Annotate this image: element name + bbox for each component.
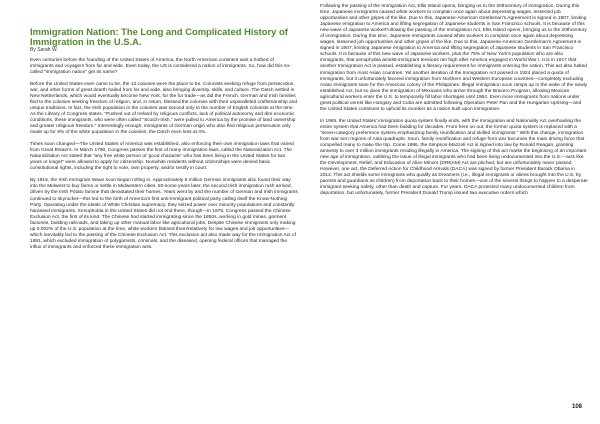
body-paragraph: Times soon changed—The United States of America was established, also enforcing their own immigration laws that varied from Great Britain's. In March 1790, Congress passes the first of many immigration laws, called the Naturalization Act. The Naturalization Act stated that "any free white person of 'good character' who has been living in the United States for two years or longer" were allowed to apply for citizenship. Nonwhite residents without citizenships were denied basic constitutional rights, including the right to vote, own property, and/or testify in court. bbox=[30, 142, 294, 172]
body-paragraph: Before the United States even came to be, the 13 colonies were the place to be. Colonists seeking refuge from persecution, war, and other forms of great dearth hailed from far and wide, also bringing diversity, skills, and culture. The Dutch settled in New Netherlands, which would eventually become New York, for the fur trade—as did the French. German and Irish families fled to the colonies seeking freedom of religion, and, in return, blessed the colonies with their unparalleled craftsmanship and unique traditions. In fact, the Irish population in the colonies was second only to the number of English colonists at the time. As the Library of Congress states, "Pushed out of Ireland by religious conflicts, lack of political autonomy and dire economic conditions, these immigrants, who were often called "Scotch-Irish," were pulled to America by the promise of land ownership and greater religious freedom." Interestingly enough, immigrants of German origin who also fled religious persecution only made up for 9% of the white population in the colonies, the Dutch even less at 4%. bbox=[30, 81, 298, 136]
body-paragraph: Following the passing of the Immigration Act, Ellis Island opens, bringing us to the 20thcentury of immigration. During this time, Japanese immigrants caused white workers to complain once again about depressing wages, lessened job opportunities and other gripes of the like. Due to this, Japanese-American Gentleman's Agreement is signed in 1907, limiting Japanese emigration to America and lifting segregation of Japanese students in San Francisco schools. It is because of this new wave of Japanese workerFollowing the passing of the Immigration Act, Ellis Island opens, bringing us to the 20thcentury of immigration. During this time, Japanese immigrants caused white workers to complain once again about depressing wages, lessened job opportunities and other gripes of the like. Due to this, Japanese-American Gentleman's Agreement is signed in 1907, limiting Japanese emigration to America and lifting segregation of Japanese students in San Francisco schools. It is because of this new wave of Japanese workers, plus the 75% of New York's population who are also immigrants, that xenophobia amidst-immigrant tensions ran high after America engaged in World War I. It is in 1917 that another Immigration Act is passed, establishing a literacy requirement for immigrants entering the nation. This act also halted immigration from most Asian countries. Yet another iteration of the Immigration Act passed in 1924 placed a quota of immigrants, but it unfortunately favored immigration from Northern and Western European countries—completely excluding Asian immigrants save for the American colony of the Philippines. Illegal immigration soon ramps up in the wake of the newly established Act, but so does the immigration of Mexicans who arrive through the Bracero Program, allowing Mexican agricultural workers enter the U.S. to temporarily fill labor shortages until 1964. Even more immigrants from nations under great political unrest like Hungary and Cuba are admitted following Operation Peter Pan and the Hungarian Uprising—and the United States continues to uphold its moniker as a nation built upon immigration. bbox=[320, 4, 588, 112]
left-column bbox=[30, 27, 298, 257]
article-byline: By Sarah W. bbox=[30, 46, 58, 53]
article-title: Immigration Nation: The Long and Complicated History of Immigration in the U.S.A. bbox=[30, 26, 288, 47]
body-paragraph: In 1965, the United States' immigration quota system finally ends, with the Immigration and Nationality Act overhauling the entire system that America had been building for decades. From here on out, the former quota system is replaced with a "seven-category preference system emphasizing family reunification and skilled immigrants." With this change, immigration from war-torn regions of Asia quadruple. Soon, family reunification and refuge from war becomes the main driving force that compelled many to make the trip. Come 1986, the Simpson-Mazzoli Act is signed into law by Ronald Reagan, granting amnesty to over 3 million immigrants residing illegally in America. The signing of this act marks the beginning of an important new age of immigration, outlining the issue of illegal immigrants who had been living undocumented into the U.S.—acts like the Development, Relief, and Education of Alien Minors (DREAM) Act are pitched, but are unfortunately never passed. However, one act, the Deferred Action for Childhood Arrivals (DACA) was signed by former President Barack Obama in 2012. This act shields some immigrants who qualify as Dreamers (i.e., illegal immigrants or aliens brought into the U.S. by parents and guardians as children) from deportation back to their homes—one of the several things to happen to a desperate immigrant seeking safety, other than death and capture. For years, DACA protected many undocumented children from deportation, but unfortunately, former President Donald Trump issued two executive orders which bbox=[320, 118, 588, 197]
right-column bbox=[320, 4, 588, 203]
body-paragraph: Even centuries before the founding of the United States of America, the North American continent was a hotbed of immigrants and voyagers from far and wide. Even today, the US is considered a nation of immigrants. So, how did this so-called "immigration nation" get its name? bbox=[30, 57, 291, 75]
page-number: 108 bbox=[571, 404, 582, 410]
body-paragraph: By 1815, the Irish Immigrant Wave soon began rolling in. Approximately 5 million German immigrants also found their way into the Midwest to buy farms or settle in Midwestern cities. 50-some years later, the second Irish immigration rush arrived, driven by the Irish Potato famine that devastated their homes. Years went by and the number of German and Irish immigrants continued to skyrocket—this led to the birth of America's first anti-immigrant political party calling itself the Know-Nothing Party. Operating under the ideals of White Christian supremacy, they seized power over minority populations and constantly harassed immigrants. Xenophobia in the United States did not end there, though—in 1875, Congress passed the Chinese Exclusion Act, the first of its kind. The Chinese had started immigrating since the 1850s, working in gold mines, garment factories, building railroads, and taking up other manual labor like agricultural jobs. Despite Chinese immigrants only making up 0.002% of the U.S. population at the time, white workers blamed them/relatively for low wages and job opportunities—which inevitably led to the passing of the Chinese Exclusion Act. This exclusion act also made way for the Immigration Act of 1891, which excluded immigration of polygamists, criminals, and the diseased, opening federal offices that managed the influx of immigrants and enforced these immigration acts. bbox=[30, 178, 298, 250]
